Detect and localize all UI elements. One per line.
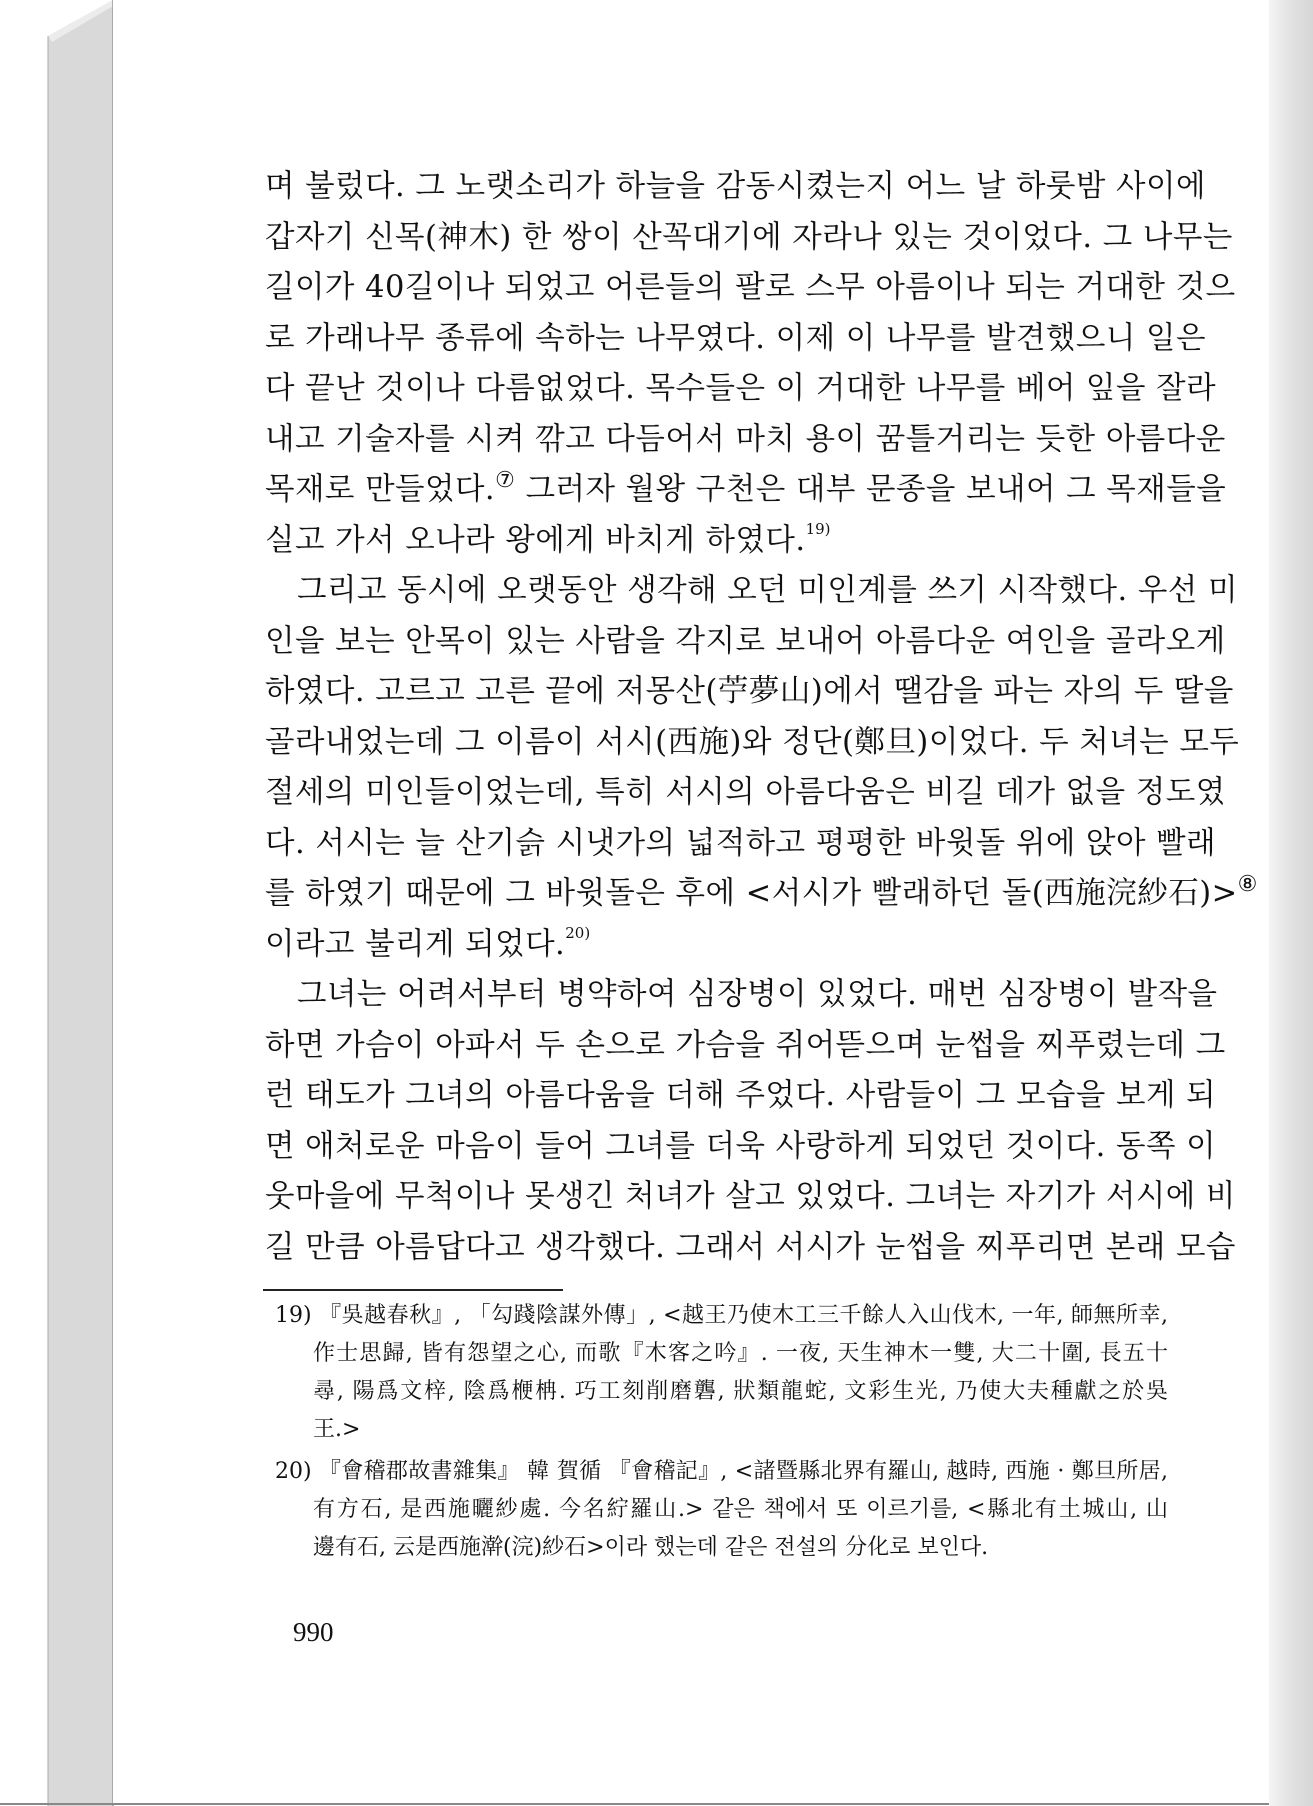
- text-line: 로 가래나무 종류에 속하는 나무였다. 이제 이 나무를 발견했으니 일은: [265, 320, 1206, 356]
- text-segment: 그러자 월왕 구천은 대부 문종을 보내어 그 목재들을: [515, 472, 1227, 507]
- footnote-ref: 19): [805, 519, 831, 538]
- circled-note-ref: ⑧: [1237, 872, 1258, 897]
- footnote-line: 王.>: [313, 1417, 361, 1442]
- text-line: 하면 가슴이 아파서 두 손으로 가슴을 쥐어뜯으며 눈썹을 찌푸렸는데 그: [265, 1027, 1226, 1063]
- paragraph-1: [265, 162, 1236, 566]
- footnote-20: [275, 1453, 1168, 1567]
- text-line: 다. 서시는 늘 산기슭 시냇가의 넓적하고 평평한 바윗돌 위에 앉아 빨래: [265, 825, 1217, 861]
- paragraph-3: [265, 970, 1236, 1273]
- text-segment: 를 하였기 때문에 그 바윗돌은 후에 <서시가 빨래하던 돌(西施浣紗石)>: [265, 876, 1238, 911]
- text-line: 골라내었는데 그 이름이 서시(西施)와 정단(鄭旦)이었다. 두 처녀는 모두: [265, 724, 1240, 760]
- footnote-line: 20) 『會稽郡故書雜集』 韓 賀循 『會稽記』, <諸暨縣北界有羅山, 越時, 西施 · 鄭旦所居,: [275, 1459, 1168, 1484]
- text-line: 길 만큼 아름답다고 생각했다. 그래서 서시가 눈썹을 찌푸리면 본래 모습: [265, 1229, 1236, 1265]
- text-segment: 목재로 만들었다.: [265, 472, 496, 507]
- footnotes: [275, 1297, 1168, 1571]
- footnote-rule: [263, 1289, 563, 1291]
- paragraph-2: [265, 566, 1258, 970]
- circled-note-ref: ⑦: [495, 468, 516, 493]
- text-line: 면 애처로운 마음이 들어 그녀를 더욱 사랑하게 되었던 것이다. 동쪽 이: [265, 1128, 1217, 1164]
- text-line: 며 불렀다. 그 노랫소리가 하늘을 감동시켰는지 어느 날 하룻밤 사이에: [265, 169, 1206, 204]
- text-line: 웃마을에 무척이나 못생긴 처녀가 살고 있었다. 그녀는 자기가 서시에 비: [265, 1179, 1236, 1214]
- page-number: 990: [293, 1617, 334, 1647]
- footnote-19: [275, 1297, 1168, 1449]
- text-line: 길이가 40길이나 되었고 어른들의 팔로 스무 아름이나 되는 거대한 것으: [265, 270, 1236, 305]
- text-segment: 이라고 불리게 되었다.: [265, 926, 566, 962]
- text-line: [265, 465, 1227, 516]
- text-line: [265, 869, 1258, 920]
- text-line: 다 끝난 것이나 다름없었다. 목수들은 이 거대한 나무를 베어 잎을 잘라: [265, 371, 1217, 406]
- footnote-line: 有方石, 是西施曬紗處. 今名紵羅山.> 같은 책에서 또 이르기를, <縣北有土城山, 山: [313, 1497, 1168, 1522]
- text-line: 그리고 동시에 오랫동안 생각해 오던 미인계를 쓰기 시작했다. 우선 미: [297, 573, 1238, 608]
- footnote-line: 19) 『吳越春秋』, 「勾踐陰謀外傳」, <越王乃使木工三千餘人入山伐木, 一年, 師無所幸,: [275, 1303, 1168, 1328]
- footnote-ref: 20): [565, 923, 591, 942]
- text-line: 절세의 미인들이었는데, 특히 서시의 아름다움은 비길 데가 없을 정도였: [265, 775, 1226, 810]
- text-line: [265, 920, 1168, 971]
- footnote-line: 邊有石, 云是西施澣(浣)紗石>이라 했는데 같은 전설의 分化로 보인다.: [313, 1535, 989, 1560]
- text-line: 그녀는 어려서부터 병약하여 심장병이 있었다. 매번 심장병이 발작을: [297, 977, 1218, 1012]
- text-segment: 실고 가서 오나라 왕에게 바치게 하였다.: [265, 522, 806, 558]
- footnote-line: 尋, 陽爲文梓, 陰爲楩柟. 巧工刻削磨礱, 狀類龍蛇, 文彩生光, 乃使大夫種獻之於吳: [313, 1379, 1168, 1404]
- text-line: 하였다. 고르고 고른 끝에 저몽산(苧夢山)에서 땔감을 파는 자의 두 딸을: [265, 674, 1234, 709]
- text-line: 인을 보는 안목이 있는 사람을 각지로 보내어 아름다운 여인을 골라오게: [265, 623, 1226, 659]
- footnote-line: 作士思歸, 皆有怨望之心, 而歌『木客之吟』. 一夜, 天生神木一雙, 大二十圍, 長五十: [313, 1341, 1168, 1366]
- text-line: 갑자기 신목(神木) 한 쌍이 산꼭대기에 자라나 있는 것이었다. 그 나무는: [265, 219, 1233, 255]
- text-line: [265, 516, 1168, 567]
- text-line: 런 태도가 그녀의 아름다움을 더해 주었다. 사람들이 그 모습을 보게 되: [265, 1078, 1217, 1113]
- page-edge-shadow: [1269, 0, 1313, 1806]
- text-line: 내고 기술자를 시켜 깎고 다듬어서 마치 용이 꿈틀거리는 듯한 아름다운: [265, 421, 1226, 457]
